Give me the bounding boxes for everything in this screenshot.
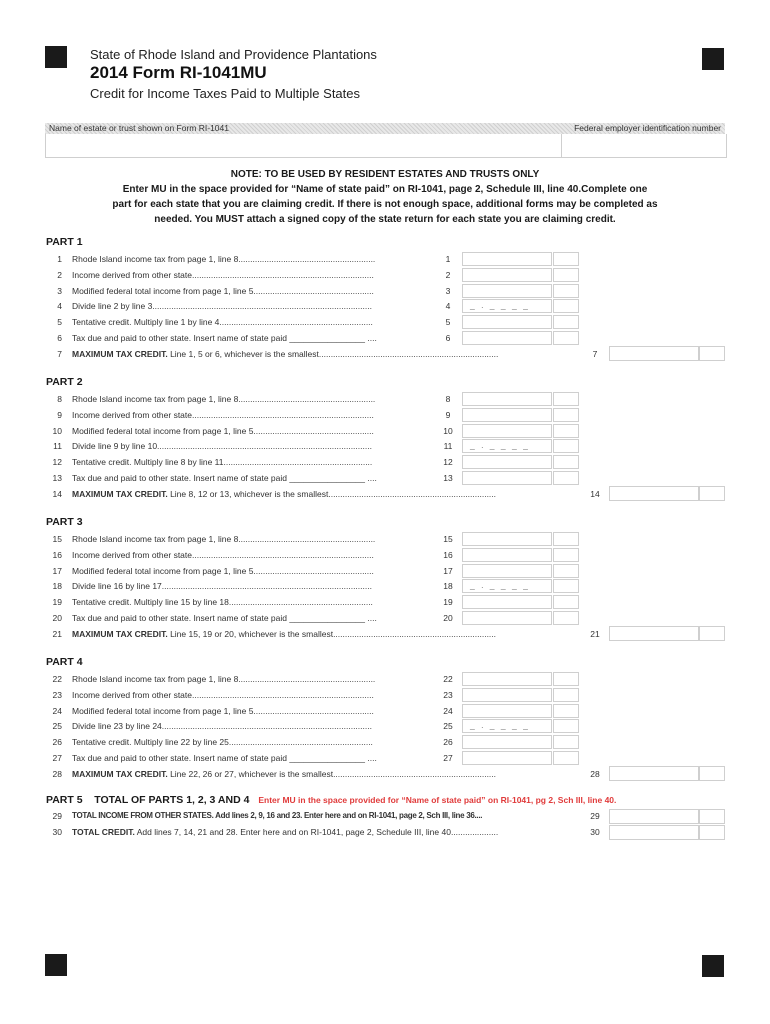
line-21-number: 21: [52, 628, 62, 639]
line-2-amount[interactable]: [462, 268, 552, 282]
line-4-text: Divide line 2 by line 3.............................................................................................: [72, 301, 372, 312]
line-5-box-number: 5: [445, 317, 451, 328]
line-18-number: 18: [52, 581, 62, 592]
line-21-bold: MAXIMUM TAX CREDIT.: [72, 628, 168, 639]
line-3-box-number: 3: [445, 285, 451, 296]
line-9-amount[interactable]: [462, 408, 552, 422]
line-18-box-number: 18: [443, 581, 453, 592]
line-19-text: Tentative credit. Multiply line 15 by line 18.............................................................: [72, 597, 373, 608]
line-9-text: Income derived from other state.............................................................................: [72, 409, 374, 420]
line-25-number: 25: [52, 721, 62, 732]
line-28-amount[interactable]: [609, 766, 699, 781]
line-20-amount-cents[interactable]: [553, 611, 579, 625]
line-26-amount-cents[interactable]: [553, 735, 579, 749]
registration-mark-bottom-right: [702, 955, 724, 977]
line-28-amount-cents[interactable]: [699, 766, 725, 781]
line-18-text: Divide line 16 by line 17.........................................................................................: [72, 581, 372, 592]
line-28-bold: MAXIMUM TAX CREDIT.: [72, 768, 168, 779]
line-5-text: Tentative credit. Multiply line 1 by line 4.................................................................: [72, 317, 373, 328]
line-30-number: 30: [52, 827, 62, 837]
part2-title: PART 2: [46, 376, 83, 388]
line-19-amount[interactable]: [462, 595, 552, 609]
line-6-number: 6: [57, 333, 62, 343]
line-4-number: 4: [57, 301, 62, 312]
line-19-number: 19: [52, 597, 62, 608]
line-18-ratio-placeholder: _ . _ _ _ _: [470, 580, 530, 591]
line-18-amount-cents[interactable]: [553, 579, 579, 593]
line-12-amount-cents[interactable]: [553, 455, 579, 469]
line-7-box-number: 7: [592, 348, 598, 359]
line-14-bold: MAXIMUM TAX CREDIT.: [72, 488, 168, 499]
line-7-number: 7: [57, 348, 62, 359]
line-6-text: Tax due and paid to other state. Insert name of state paid ________________ ....: [72, 333, 377, 343]
line-10-number: 10: [52, 425, 62, 436]
line-13-text: Tax due and paid to other state. Insert name of state paid ________________ ....: [72, 473, 377, 483]
line-16-amount[interactable]: [462, 548, 552, 562]
line-30-box-number: 30: [590, 827, 600, 837]
line-12-amount[interactable]: [462, 455, 552, 469]
line-24-amount-cents[interactable]: [553, 704, 579, 718]
line-8-box-number: 8: [445, 394, 451, 404]
line-4-box-number: 4: [445, 301, 451, 312]
part5-red-note: Enter MU in the space provided for “Name of state paid” on RI-1041, pg 2, Sch III, line 40.: [258, 795, 617, 805]
fein-input[interactable]: [561, 134, 727, 158]
line-1-amount[interactable]: [462, 252, 552, 266]
line-7-bold: MAXIMUM TAX CREDIT.: [72, 348, 168, 359]
line-24-number: 24: [52, 705, 62, 716]
line-11-text: Divide line 9 by line 10...........................................................................................: [72, 441, 372, 452]
line-27-number: 27: [52, 753, 62, 763]
line-20-text: Tax due and paid to other state. Insert name of state paid ________________ ....: [72, 613, 377, 623]
line-28-number: 28: [52, 768, 62, 779]
line-12-number: 12: [52, 457, 62, 468]
line-5-number: 5: [57, 317, 62, 328]
line-27-text: Tax due and paid to other state. Insert name of state paid ________________ ....: [72, 753, 377, 763]
line-8-text: Rhode Island income tax from page 1, line 8..........................................................: [72, 394, 376, 404]
line-2-amount-cents[interactable]: [553, 268, 579, 282]
line-21-box-number: 21: [590, 628, 600, 639]
part4-title: PART 4: [46, 656, 83, 668]
line-14-text: [72, 489, 578, 499]
line-26-number: 26: [52, 737, 62, 748]
line-25-amount-cents[interactable]: [553, 719, 579, 733]
line-21-amount[interactable]: [609, 626, 699, 641]
line-24-box-number: 24: [443, 705, 453, 716]
line-22-number: 22: [52, 674, 62, 684]
line-10-text: Modified federal total income from page 1, line 5...................................................: [72, 425, 374, 436]
line-20-amount[interactable]: [462, 611, 552, 625]
line-17-number: 17: [52, 565, 62, 576]
line-5-amount[interactable]: [462, 315, 552, 329]
note-line-2: Enter MU in the space provided for “Name of state paid” on RI-1041, page 2, Schedule III, line 40.Complete one: [122, 184, 648, 195]
line-1-text: Rhode Island income tax from page 1, line 8..........................................................: [72, 254, 376, 264]
fein-label: Federal employer identification number: [574, 123, 721, 133]
line-15-number: 15: [52, 534, 62, 544]
line-13-amount[interactable]: [462, 471, 552, 485]
line-12-text: Tentative credit. Multiply line 8 by line 11...............................................................: [72, 457, 373, 468]
line-25-text: Divide line 23 by line 24.........................................................................................: [72, 721, 372, 732]
registration-mark-bottom-left: [45, 954, 67, 976]
part1-title: PART 1: [46, 236, 83, 248]
line-10-box-number: 10: [443, 425, 453, 436]
line-19-box-number: 19: [443, 597, 453, 608]
line-14-amount[interactable]: [609, 486, 699, 501]
line-22-text: Rhode Island income tax from page 1, line 8..........................................................: [72, 674, 376, 684]
line-28-rest: Line 22, 26 or 27, whichever is the smallest.....................................................................: [167, 768, 497, 779]
line-11-box-number: 11: [443, 441, 453, 452]
line-24-text: Modified federal total income from page 1, line 5...................................................: [72, 705, 374, 716]
line-7-text: [72, 349, 578, 359]
line-22-amount[interactable]: [462, 672, 552, 686]
line-5-amount-cents[interactable]: [553, 315, 579, 329]
line-20-number: 20: [52, 613, 62, 623]
line-13-amount-cents[interactable]: [553, 471, 579, 485]
line-1-number: 1: [57, 254, 62, 264]
line-21-amount-cents[interactable]: [699, 626, 725, 641]
part5-heading: PART 5 TOTAL OF PARTS 1, 2, 3 AND 4: [46, 794, 250, 806]
form-subtitle: Credit for Income Taxes Paid to Multiple States: [90, 86, 360, 101]
line-29-amount-cents[interactable]: [699, 809, 725, 824]
line-23-amount-cents[interactable]: [553, 688, 579, 702]
line-15-amount-cents[interactable]: [553, 532, 579, 546]
line-26-box-number: 26: [443, 737, 453, 748]
line-3-number: 3: [57, 285, 62, 296]
line-2-number: 2: [57, 269, 62, 280]
line-9-box-number: 9: [445, 409, 451, 420]
line-3-amount-cents[interactable]: [553, 284, 579, 298]
part3-title: PART 3: [46, 516, 83, 528]
line-9-amount-cents[interactable]: [553, 408, 579, 422]
name-label: Name of estate or trust shown on Form RI-1041: [49, 123, 229, 133]
line-22-box-number: 22: [443, 674, 453, 684]
line-17-text: Modified federal total income from page 1, line 5...................................................: [72, 565, 374, 576]
line-3-amount[interactable]: [462, 284, 552, 298]
form-title: 2014 Form RI-1041MU: [90, 63, 267, 82]
line-17-box-number: 17: [443, 565, 453, 576]
line-30-amount-cents[interactable]: [699, 825, 725, 840]
line-14-amount-cents[interactable]: [699, 486, 725, 501]
line-11-ratio-placeholder: _ . _ _ _ _: [470, 440, 530, 451]
line-20-box-number: 20: [443, 613, 453, 623]
line-16-box-number: 16: [443, 549, 453, 560]
line-15-box-number: 15: [443, 534, 453, 544]
line-2-box-number: 2: [445, 269, 451, 280]
line-17-amount[interactable]: [462, 564, 552, 578]
line-29-number: 29: [52, 811, 62, 821]
line-8-amount-cents[interactable]: [553, 392, 579, 406]
note-line-1: NOTE: TO BE USED BY RESIDENT ESTATES AND TRUSTS ONLY: [230, 169, 540, 180]
line-1-box-number: 1: [445, 254, 451, 264]
line-27-amount-cents[interactable]: [553, 751, 579, 765]
name-fein-label-bar: [45, 123, 725, 134]
line-23-number: 23: [52, 689, 62, 700]
line-14-rest: Line 8, 12 or 13, whichever is the smallest.......................................................................: [167, 488, 497, 499]
line-14-number: 14: [52, 488, 62, 499]
note-line-3: part for each state that you are claiming credit. If there is not enough space, additional forms may be completed as: [112, 199, 658, 210]
line-23-amount[interactable]: [462, 688, 552, 702]
line-30-bold: TOTAL CREDIT.: [72, 827, 135, 837]
registration-mark-top-left: [45, 46, 67, 68]
line-10-amount-cents[interactable]: [553, 424, 579, 438]
line-7-amount[interactable]: [609, 346, 699, 361]
line-16-amount-cents[interactable]: [553, 548, 579, 562]
line-6-amount-cents[interactable]: [553, 331, 579, 345]
line-30-text: [72, 827, 578, 837]
line-2-text: Income derived from other state.............................................................................: [72, 269, 374, 280]
name-input[interactable]: [45, 134, 562, 158]
line-29-text: TOTAL INCOME FROM OTHER STATES. Add lines 2, 9, 16 and 23. Enter here and on RI-1041, page 2, Sch III, line 36....: [72, 811, 483, 820]
line-28-text: [72, 769, 578, 779]
line-26-amount[interactable]: [462, 735, 552, 749]
line-28-box-number: 28: [590, 768, 600, 779]
line-16-number: 16: [52, 549, 62, 560]
line-8-number: 8: [57, 394, 62, 404]
line-13-box-number: 13: [443, 473, 453, 483]
line-24-amount[interactable]: [462, 704, 552, 718]
note-block: [60, 167, 710, 227]
line-8-amount[interactable]: [462, 392, 552, 406]
line-29-amount[interactable]: [609, 809, 699, 824]
line-4-ratio-placeholder: _ . _ _ _ _: [470, 300, 530, 311]
line-15-text: Rhode Island income tax from page 1, line 8..........................................................: [72, 534, 376, 544]
note-line-4: needed. You MUST attach a signed copy of the state return for each state you are claiming credit.: [154, 214, 616, 225]
line-16-text: Income derived from other state.............................................................................: [72, 549, 374, 560]
registration-mark-top-right: [702, 48, 724, 70]
line-14-box-number: 14: [590, 488, 600, 499]
line-15-amount[interactable]: [462, 532, 552, 546]
line-27-amount[interactable]: [462, 751, 552, 765]
line-19-amount-cents[interactable]: [553, 595, 579, 609]
line-12-box-number: 12: [443, 457, 453, 468]
line-9-number: 9: [57, 409, 62, 420]
line-17-amount-cents[interactable]: [553, 564, 579, 578]
line-21-rest: Line 15, 19 or 20, whichever is the smallest.....................................................................: [167, 628, 497, 639]
line-30-rest: Add lines 7, 14, 21 and 28. Enter here and on RI-1041, page 2, Schedule III, line 40....................: [134, 827, 499, 837]
line-26-text: Tentative credit. Multiply line 22 by line 25.............................................................: [72, 737, 373, 748]
line-27-box-number: 27: [443, 753, 453, 763]
line-23-box-number: 23: [443, 689, 453, 700]
state-name: State of Rhode Island and Providence Plantations: [90, 47, 377, 62]
line-23-text: Income derived from other state.............................................................................: [72, 689, 374, 700]
line-21-text: [72, 629, 578, 639]
line-11-amount-cents[interactable]: [553, 439, 579, 453]
line-11-number: 11: [53, 441, 62, 452]
line-25-box-number: 25: [443, 721, 453, 732]
line-10-amount[interactable]: [462, 424, 552, 438]
line-30-amount[interactable]: [609, 825, 699, 840]
line-1-amount-cents[interactable]: [553, 252, 579, 266]
line-29-box-number: 29: [590, 811, 600, 821]
line-13-number: 13: [52, 473, 62, 483]
line-7-amount-cents[interactable]: [699, 346, 725, 361]
line-25-ratio-placeholder: _ . _ _ _ _: [470, 720, 530, 731]
line-6-box-number: 6: [445, 333, 451, 343]
line-6-amount[interactable]: [462, 331, 552, 345]
line-7-rest: Line 1, 5 or 6, whichever is the smallest............................................................................: [167, 348, 499, 359]
part5-title: [46, 794, 616, 806]
line-4-amount-cents[interactable]: [553, 299, 579, 313]
line-3-text: Modified federal total income from page 1, line 5...................................................: [72, 285, 374, 296]
line-22-amount-cents[interactable]: [553, 672, 579, 686]
